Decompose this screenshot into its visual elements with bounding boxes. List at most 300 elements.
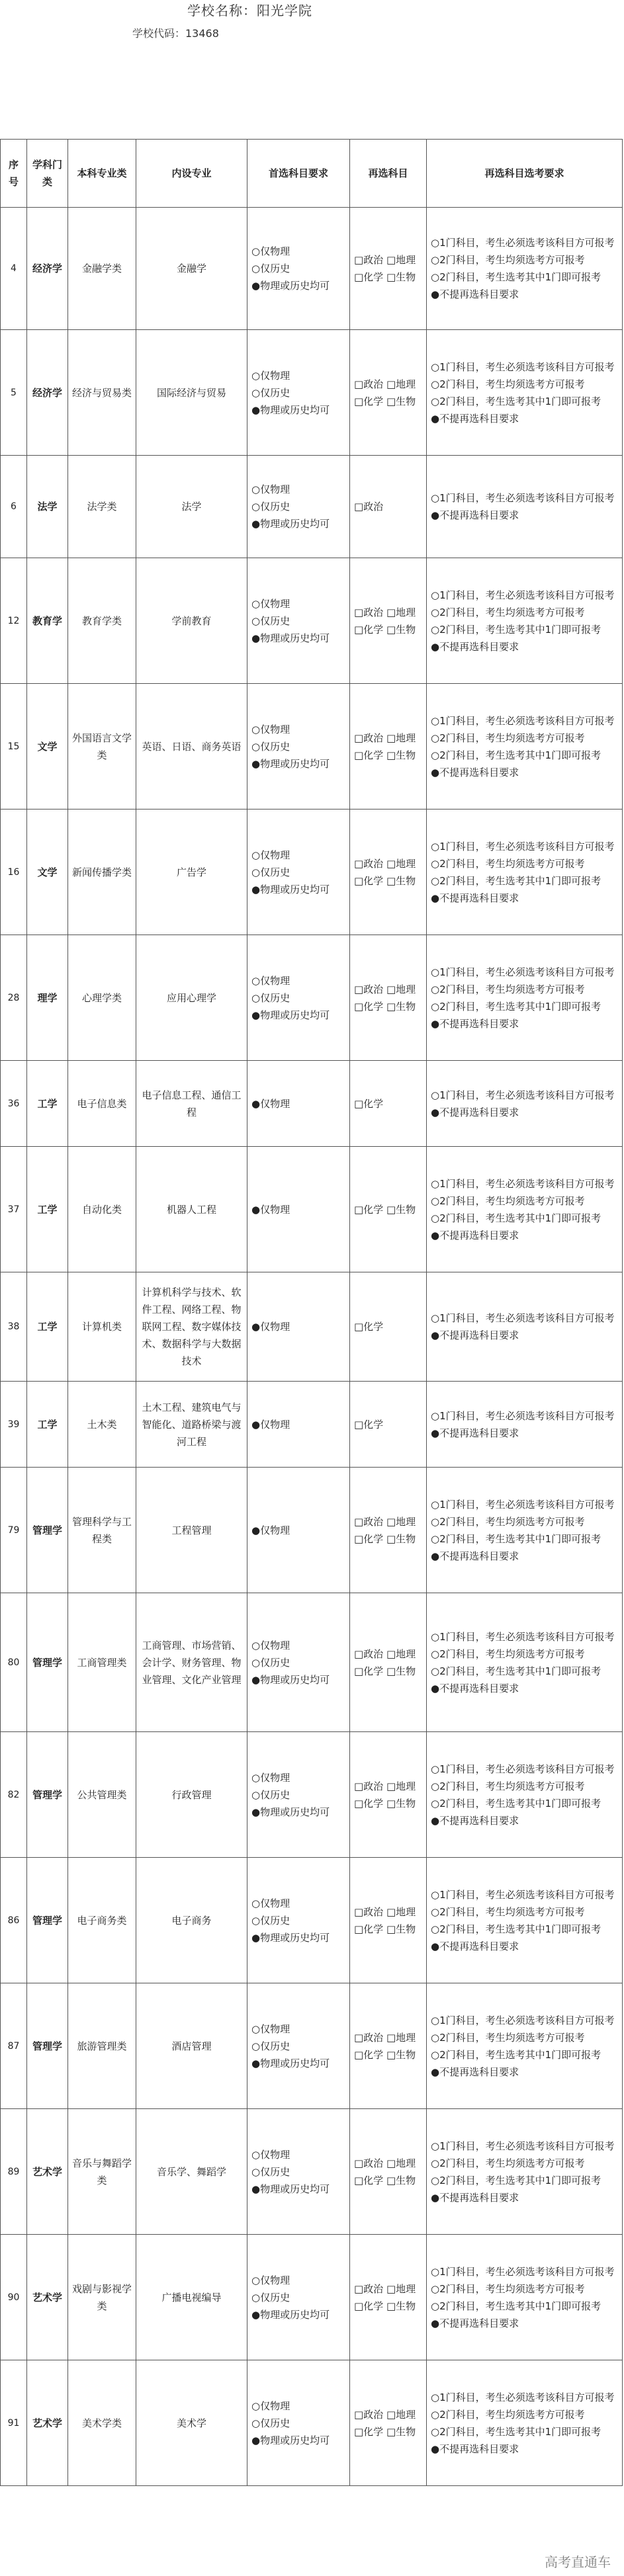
header-re-requirement: 再选科目选考要求	[427, 140, 623, 208]
table-row	[1, 456, 623, 558]
cell-re-subject-line: □化学 □生物	[354, 2300, 416, 2312]
cell-re-requirement-line: ○2门科目，考生均须选考方可报考	[431, 1515, 585, 1528]
table-row	[1, 1382, 623, 1468]
cell-seq: 37	[1, 1147, 27, 1272]
cell-re-requirement	[427, 1732, 623, 1858]
cell-category: 工学	[27, 1382, 68, 1468]
table-row	[1, 1983, 623, 2109]
cell-re-subject	[350, 1272, 427, 1382]
cell-re-subject-line: □化学	[354, 1321, 384, 1333]
cell-re-subject-line: □化学 □生物	[354, 2174, 416, 2186]
cell-seq: 82	[1, 1732, 27, 1858]
cell-re-requirement-line: ●不提再选科目要求	[431, 288, 519, 300]
cell-category: 艺术学	[27, 2235, 68, 2360]
header-seq: 序号	[1, 140, 27, 208]
cell-re-requirement-line: ○2门科目，考生选考其中1门即可报考	[431, 2048, 602, 2061]
header-internal-major: 内设专业	[136, 140, 247, 208]
cell-first-subject-line: ○仅历史	[251, 2417, 290, 2429]
table-row	[1, 810, 623, 935]
cell-re-requirement-line: ○1门科目，考生必须选考该科目方可报考	[431, 840, 615, 852]
cell-major-class: 经济与贸易类	[68, 330, 136, 456]
cell-category: 工学	[27, 1061, 68, 1147]
cell-re-subject	[350, 684, 427, 810]
cell-re-subject	[350, 1468, 427, 1593]
cell-seq: 5	[1, 330, 27, 456]
cell-re-requirement	[427, 1147, 623, 1272]
cell-first-subject-line: ○仅物理	[251, 2148, 290, 2161]
cell-re-subject	[350, 1593, 427, 1732]
cell-first-subject	[247, 684, 350, 810]
cell-seq: 36	[1, 1061, 27, 1147]
cell-major-class: 公共管理类	[68, 1732, 136, 1858]
header-category: 学科门类	[27, 140, 68, 208]
cell-first-subject-line: ●物理或历史均可	[251, 2434, 330, 2446]
cell-re-requirement-line: ○1门科目，考生必须选考该科目方可报考	[431, 1630, 615, 1643]
watermark: 高考直通车	[545, 2554, 611, 2570]
cell-re-requirement-line: ○1门科目，考生必须选考该科目方可报考	[431, 1409, 615, 1422]
cell-first-subject-line: ○仅历史	[251, 263, 290, 274]
cell-first-subject-line: ●物理或历史均可	[251, 1009, 330, 1021]
cell-re-subject-line: □政治 □地理	[354, 1780, 416, 1792]
cell-first-subject-line: ○仅历史	[251, 866, 290, 878]
cell-re-requirement-line: ●不提再选科目要求	[431, 1329, 519, 1341]
cell-first-subject-line: ○仅物理	[251, 1897, 290, 1909]
cell-re-requirement	[427, 1858, 623, 1983]
cell-major-class: 美术学类	[68, 2360, 136, 2486]
cell-internal-major: 电子商务	[136, 1858, 247, 1983]
cell-category: 艺术学	[27, 2360, 68, 2486]
cell-re-requirement-line: ○2门科目，考生选考其中1门即可报考	[431, 1665, 602, 1677]
cell-re-requirement	[427, 1382, 623, 1468]
cell-internal-major: 计算机科学与技术、软件工程、网络工程、物联网工程、数字媒体技术、数据科学与大数据技术	[136, 1272, 247, 1382]
cell-re-requirement	[427, 684, 623, 810]
cell-re-subject-line: □政治 □地理	[354, 606, 416, 618]
cell-re-subject-line: □政治 □地理	[354, 378, 416, 390]
cell-re-requirement-line: ○2门科目，考生均须选考方可报考	[431, 1647, 585, 1660]
cell-major-class: 旅游管理类	[68, 1983, 136, 2109]
cell-first-subject	[247, 208, 350, 330]
cell-re-requirement-line: ●不提再选科目要求	[431, 1940, 519, 1952]
cell-re-requirement	[427, 810, 623, 935]
cell-re-subject	[350, 1382, 427, 1468]
cell-re-subject	[350, 1147, 427, 1272]
cell-re-requirement-line: ○1门科目，考生必须选考该科目方可报考	[431, 1763, 615, 1775]
cell-first-subject-line: ○仅历史	[251, 740, 290, 753]
cell-first-subject-line: ○仅历史	[251, 1656, 290, 1669]
cell-re-subject	[350, 330, 427, 456]
cell-re-requirement-line: ○2门科目，考生选考其中1门即可报考	[431, 271, 602, 283]
cell-major-class: 工商管理类	[68, 1593, 136, 1732]
cell-seq: 4	[1, 208, 27, 330]
cell-re-subject-line: □政治 □地理	[354, 2408, 416, 2421]
cell-re-requirement-line: ○2门科目，考生均须选考方可报考	[431, 983, 585, 995]
cell-first-subject-line: ●仅物理	[251, 1097, 290, 1110]
cell-re-requirement-line: ○1门科目，考生必须选考该科目方可报考	[431, 1177, 615, 1190]
cell-re-subject-line: □化学 □生物	[354, 271, 416, 283]
cell-re-requirement	[427, 2109, 623, 2235]
cell-internal-major: 广告学	[136, 810, 247, 935]
cell-re-subject-line: □化学	[354, 1097, 384, 1110]
cell-re-requirement	[427, 935, 623, 1061]
cell-category: 管理学	[27, 1732, 68, 1858]
cell-re-requirement-line: ●不提再选科目要求	[431, 1814, 519, 1827]
cell-re-subject	[350, 456, 427, 558]
cell-category: 经济学	[27, 330, 68, 456]
header-major-class: 本科专业类	[68, 140, 136, 208]
cell-first-subject	[247, 1732, 350, 1858]
cell-re-requirement-line: ○2门科目，考生选考其中1门即可报考	[431, 395, 602, 407]
cell-re-subject-line: □政治 □地理	[354, 254, 416, 266]
cell-category: 法学	[27, 456, 68, 558]
cell-re-requirement-line: ○2门科目，考生均须选考方可报考	[431, 2282, 585, 2295]
cell-first-subject	[247, 1272, 350, 1382]
cell-re-subject-line: □化学 □生物	[354, 1203, 416, 1216]
cell-re-subject	[350, 1732, 427, 1858]
cell-re-requirement-line: ●不提再选科目要求	[431, 1682, 519, 1694]
cell-first-subject-line: ○仅历史	[251, 614, 290, 627]
cell-category: 工学	[27, 1147, 68, 1272]
cell-re-requirement-line: ○1门科目，考生必须选考该科目方可报考	[431, 360, 615, 373]
cell-re-requirement-line: ●不提再选科目要求	[431, 1106, 519, 1118]
table-row	[1, 330, 623, 456]
cell-internal-major: 音乐学、舞蹈学	[136, 2109, 247, 2235]
table-row	[1, 1732, 623, 1858]
cell-re-requirement-line: ○1门科目，考生必须选考该科目方可报考	[431, 1498, 615, 1511]
cell-internal-major: 英语、日语、商务英语	[136, 684, 247, 810]
cell-first-subject-line: ●物理或历史均可	[251, 403, 330, 416]
cell-seq: 89	[1, 2109, 27, 2235]
subject-requirements-table	[0, 139, 623, 2486]
cell-first-subject	[247, 558, 350, 684]
cell-internal-major: 法学	[136, 456, 247, 558]
cell-internal-major: 工程管理	[136, 1468, 247, 1593]
cell-re-subject-line: □政治 □地理	[354, 1905, 416, 1918]
cell-category: 理学	[27, 935, 68, 1061]
cell-re-subject-line: □政治 □地理	[354, 1515, 416, 1528]
cell-re-requirement-line: ○2门科目，考生选考其中1门即可报考	[431, 1532, 602, 1545]
cell-seq: 87	[1, 1983, 27, 2109]
cell-re-requirement-line: ○2门科目，考生均须选考方可报考	[431, 1194, 585, 1207]
cell-re-subject	[350, 1061, 427, 1147]
cell-re-requirement	[427, 208, 623, 330]
cell-internal-major: 国际经济与贸易	[136, 330, 247, 456]
cell-category: 管理学	[27, 1593, 68, 1732]
cell-category: 管理学	[27, 1983, 68, 2109]
cell-re-requirement-line: ●不提再选科目要求	[431, 1427, 519, 1439]
cell-first-subject-line: ○仅物理	[251, 723, 290, 735]
cell-internal-major: 广播电视编导	[136, 2235, 247, 2360]
cell-first-subject	[247, 456, 350, 558]
cell-re-requirement-line: ●不提再选科目要求	[431, 1229, 519, 1241]
cell-re-subject-line: □政治 □地理	[354, 983, 416, 995]
cell-major-class: 管理科学与工程类	[68, 1468, 136, 1593]
cell-first-subject	[247, 1468, 350, 1593]
cell-re-requirement-line: ○2门科目，考生选考其中1门即可报考	[431, 1000, 602, 1013]
cell-first-subject-line: ○仅物理	[251, 2022, 290, 2035]
cell-re-requirement-line: ○1门科目，考生必须选考该科目方可报考	[431, 2391, 615, 2403]
cell-first-subject-line: ○仅历史	[251, 386, 290, 399]
cell-first-subject-line: ●物理或历史均可	[251, 2308, 330, 2321]
cell-re-requirement	[427, 456, 623, 558]
cell-first-subject-line: ○仅历史	[251, 1914, 290, 1927]
cell-internal-major: 酒店管理	[136, 1983, 247, 2109]
cell-first-subject	[247, 2109, 350, 2235]
cell-re-requirement-line: ○2门科目，考生均须选考方可报考	[431, 2157, 585, 2169]
cell-re-subject	[350, 810, 427, 935]
cell-major-class: 外国语言文学类	[68, 684, 136, 810]
cell-re-requirement-line: ○1门科目，考生必须选考该科目方可报考	[431, 2014, 615, 2026]
cell-first-subject	[247, 2360, 350, 2486]
table-row	[1, 2109, 623, 2235]
cell-re-subject	[350, 558, 427, 684]
cell-re-requirement	[427, 1983, 623, 2109]
cell-re-subject	[350, 2360, 427, 2486]
cell-first-subject-line: ○仅物理	[251, 1639, 290, 1651]
cell-first-subject-line: ○仅历史	[251, 501, 290, 513]
table-row	[1, 2360, 623, 2486]
cell-re-requirement-line: ●不提再选科目要求	[431, 2065, 519, 2078]
cell-re-requirement-line: ○2门科目，考生均须选考方可报考	[431, 2408, 585, 2421]
table-row	[1, 684, 623, 810]
cell-re-subject-line: □政治	[354, 501, 384, 513]
cell-first-subject	[247, 1983, 350, 2109]
cell-re-requirement-line: ○2门科目，考生均须选考方可报考	[431, 2031, 585, 2044]
cell-category: 文学	[27, 684, 68, 810]
cell-first-subject	[247, 330, 350, 456]
cell-re-requirement-line: ○2门科目，考生选考其中1门即可报考	[431, 623, 602, 636]
cell-re-requirement	[427, 558, 623, 684]
cell-internal-major: 行政管理	[136, 1732, 247, 1858]
cell-category: 文学	[27, 810, 68, 935]
cell-first-subject-line: ○仅物理	[251, 2274, 290, 2286]
cell-re-requirement	[427, 1272, 623, 1382]
cell-re-subject-line: □化学 □生物	[354, 1923, 416, 1935]
cell-re-requirement-line: ○2门科目，考生均须选考方可报考	[431, 378, 585, 390]
cell-re-subject-line: □化学	[354, 1418, 384, 1431]
cell-re-subject-line: □化学 □生物	[354, 395, 416, 407]
cell-first-subject	[247, 810, 350, 935]
cell-re-subject	[350, 208, 427, 330]
cell-re-requirement-line: ○2门科目，考生选考其中1门即可报考	[431, 1212, 602, 1224]
cell-first-subject-line: ○仅历史	[251, 991, 290, 1004]
cell-major-class: 教育学类	[68, 558, 136, 684]
cell-internal-major: 金融学	[136, 208, 247, 330]
cell-first-subject-line: ○仅历史	[251, 2165, 290, 2178]
cell-internal-major: 工商管理、市场营销、会计学、财务管理、物业管理、文化产业管理	[136, 1593, 247, 1732]
cell-re-requirement-line: ○1门科目，考生必须选考该科目方可报考	[431, 237, 615, 249]
cell-major-class: 电子信息类	[68, 1061, 136, 1147]
cell-re-subject	[350, 2109, 427, 2235]
cell-re-subject	[350, 1858, 427, 1983]
cell-re-requirement-line: ○1门科目，考生必须选考该科目方可报考	[431, 2265, 615, 2278]
cell-major-class: 电子商务类	[68, 1858, 136, 1983]
cell-re-requirement-line: ●不提再选科目要求	[431, 509, 519, 521]
cell-re-requirement-line: ○2门科目，考生选考其中1门即可报考	[431, 2174, 602, 2186]
cell-seq: 39	[1, 1382, 27, 1468]
cell-re-subject	[350, 2235, 427, 2360]
cell-category: 艺术学	[27, 2109, 68, 2235]
cell-re-requirement-line: ○1门科目，考生必须选考该科目方可报考	[431, 1312, 615, 1324]
cell-re-requirement-line: ●不提再选科目要求	[431, 1017, 519, 1030]
cell-re-requirement-line: ○2门科目，考生选考其中1门即可报考	[431, 2425, 602, 2438]
cell-re-subject-line: □政治 □地理	[354, 2031, 416, 2044]
cell-first-subject-line: ○仅物理	[251, 974, 290, 987]
table-row	[1, 208, 623, 330]
cell-seq: 38	[1, 1272, 27, 1382]
header-first-subject: 首选科目要求	[247, 140, 350, 208]
cell-seq: 6	[1, 456, 27, 558]
cell-re-requirement-line: ●不提再选科目要求	[431, 2442, 519, 2455]
cell-re-requirement-line: ○2门科目，考生选考其中1门即可报考	[431, 874, 602, 887]
cell-category: 管理学	[27, 1858, 68, 1983]
cell-re-subject-line: □化学 □生物	[354, 1665, 416, 1677]
header-re-subject: 再选科目	[350, 140, 427, 208]
cell-re-requirement	[427, 330, 623, 456]
school-code: 学校代码：13468	[132, 27, 219, 40]
cell-re-requirement	[427, 1061, 623, 1147]
cell-first-subject-line: ●仅物理	[251, 1524, 290, 1536]
cell-re-requirement-line: ○1门科目，考生必须选考该科目方可报考	[431, 714, 615, 727]
table-row	[1, 1272, 623, 1382]
cell-major-class: 新闻传播学类	[68, 810, 136, 935]
cell-re-requirement-line: ●不提再选科目要求	[431, 892, 519, 904]
cell-re-requirement-line: ○2门科目，考生均须选考方可报考	[431, 1780, 585, 1792]
cell-first-subject-line: ○仅历史	[251, 2040, 290, 2052]
cell-re-subject	[350, 1983, 427, 2109]
table-row	[1, 1593, 623, 1732]
cell-first-subject-line: ●物理或历史均可	[251, 518, 330, 530]
cell-re-requirement	[427, 1468, 623, 1593]
cell-re-subject	[350, 935, 427, 1061]
cell-first-subject-line: ○仅物理	[251, 245, 290, 257]
cell-first-subject-line: ○仅物理	[251, 369, 290, 382]
cell-first-subject-line: ○仅历史	[251, 2291, 290, 2304]
cell-first-subject-line: ●物理或历史均可	[251, 2182, 330, 2195]
cell-seq: 28	[1, 935, 27, 1061]
cell-internal-major: 美术学	[136, 2360, 247, 2486]
cell-re-requirement-line: ○2门科目，考生选考其中1门即可报考	[431, 2300, 602, 2312]
cell-category: 工学	[27, 1272, 68, 1382]
cell-re-subject-line: □政治 □地理	[354, 2157, 416, 2169]
cell-first-subject	[247, 1593, 350, 1732]
cell-first-subject-line: ●物理或历史均可	[251, 632, 330, 644]
cell-re-requirement-line: ○2门科目，考生选考其中1门即可报考	[431, 749, 602, 761]
cell-first-subject-line: ●物理或历史均可	[251, 1806, 330, 1818]
cell-major-class: 金融学类	[68, 208, 136, 330]
cell-first-subject	[247, 1858, 350, 1983]
cell-re-subject-line: □化学 □生物	[354, 2048, 416, 2061]
cell-first-subject-line: ●物理或历史均可	[251, 280, 330, 292]
cell-seq: 16	[1, 810, 27, 935]
cell-re-requirement-line: ●不提再选科目要求	[431, 2191, 519, 2204]
cell-re-requirement-line: ○1门科目，考生必须选考该科目方可报考	[431, 1888, 615, 1901]
cell-first-subject	[247, 2235, 350, 2360]
cell-re-requirement	[427, 2360, 623, 2486]
cell-re-subject-line: □化学 □生物	[354, 1532, 416, 1545]
cell-first-subject-line: ●物理或历史均可	[251, 883, 330, 895]
cell-major-class: 法学类	[68, 456, 136, 558]
cell-first-subject	[247, 1147, 350, 1272]
cell-first-subject-line: ●仅物理	[251, 1203, 290, 1216]
cell-major-class: 自动化类	[68, 1147, 136, 1272]
cell-first-subject-line: ○仅物理	[251, 849, 290, 861]
cell-major-class: 音乐与舞蹈学类	[68, 2109, 136, 2235]
cell-re-subject-line: □化学 □生物	[354, 749, 416, 761]
cell-re-requirement-line: ●不提再选科目要求	[431, 1550, 519, 1562]
cell-first-subject-line: ●物理或历史均可	[251, 1931, 330, 1944]
table-header-row	[1, 140, 623, 208]
cell-re-requirement-line: ○1门科目，考生必须选考该科目方可报考	[431, 966, 615, 978]
cell-re-requirement-line: ○1门科目，考生必须选考该科目方可报考	[431, 589, 615, 601]
cell-seq: 80	[1, 1593, 27, 1732]
cell-major-class: 土木类	[68, 1382, 136, 1468]
cell-re-requirement-line: ●不提再选科目要求	[431, 640, 519, 653]
cell-re-subject-line: □政治 □地理	[354, 1647, 416, 1660]
cell-seq: 12	[1, 558, 27, 684]
cell-re-requirement-line: ○2门科目，考生选考其中1门即可报考	[431, 1797, 602, 1809]
table-row	[1, 2235, 623, 2360]
cell-re-requirement	[427, 1593, 623, 1732]
cell-re-requirement-line: ○2门科目，考生均须选考方可报考	[431, 731, 585, 744]
cell-major-class: 戏剧与影视学类	[68, 2235, 136, 2360]
cell-re-subject-line: □化学 □生物	[354, 2425, 416, 2438]
school-name: 学校名称：阳光学院	[187, 3, 312, 19]
cell-re-requirement-line: ○1门科目，考生必须选考该科目方可报考	[431, 1089, 615, 1101]
cell-internal-major: 学前教育	[136, 558, 247, 684]
cell-re-subject-line: □化学 □生物	[354, 1000, 416, 1013]
table-row	[1, 1147, 623, 1272]
cell-re-subject-line: □化学 □生物	[354, 1797, 416, 1809]
cell-re-subject-line: □政治 □地理	[354, 2282, 416, 2295]
cell-internal-major: 土木工程、建筑电气与智能化、道路桥梁与渡河工程	[136, 1382, 247, 1468]
cell-re-requirement-line: ○1门科目，考生必须选考该科目方可报考	[431, 2140, 615, 2152]
cell-re-subject-line: □化学 □生物	[354, 623, 416, 636]
cell-first-subject	[247, 935, 350, 1061]
cell-first-subject	[247, 1382, 350, 1468]
cell-seq: 86	[1, 1858, 27, 1983]
cell-re-subject-line: □政治 □地理	[354, 731, 416, 744]
cell-re-requirement-line: ●不提再选科目要求	[431, 766, 519, 778]
cell-re-requirement-line: ○2门科目，考生均须选考方可报考	[431, 1905, 585, 1918]
cell-first-subject-line: ●物理或历史均可	[251, 1673, 330, 1686]
cell-re-subject-line: □政治 □地理	[354, 857, 416, 870]
cell-re-requirement-line: ●不提再选科目要求	[431, 2317, 519, 2329]
cell-category: 教育学	[27, 558, 68, 684]
cell-first-subject-line: ●物理或历史均可	[251, 757, 330, 770]
cell-category: 管理学	[27, 1468, 68, 1593]
cell-major-class: 计算机类	[68, 1272, 136, 1382]
cell-first-subject-line: ●仅物理	[251, 1418, 290, 1431]
table-row	[1, 1468, 623, 1593]
table-row	[1, 935, 623, 1061]
cell-internal-major: 电子信息工程、通信工程	[136, 1061, 247, 1147]
cell-internal-major: 机器人工程	[136, 1147, 247, 1272]
cell-first-subject-line: ●仅物理	[251, 1321, 290, 1333]
cell-re-requirement-line: ○1门科目，考生必须选考该科目方可报考	[431, 492, 615, 504]
cell-re-requirement-line: ○2门科目，考生均须选考方可报考	[431, 606, 585, 618]
cell-first-subject	[247, 1061, 350, 1147]
cell-first-subject-line: ●物理或历史均可	[251, 2057, 330, 2069]
cell-first-subject-line: ○仅物理	[251, 1771, 290, 1784]
cell-seq: 79	[1, 1468, 27, 1593]
cell-re-subject-line: □化学 □生物	[354, 874, 416, 887]
cell-first-subject-line: ○仅物理	[251, 483, 290, 495]
cell-re-requirement-line: ●不提再选科目要求	[431, 412, 519, 425]
cell-re-requirement-line: ○2门科目，考生选考其中1门即可报考	[431, 1923, 602, 1935]
cell-first-subject-line: ○仅物理	[251, 2399, 290, 2412]
cell-seq: 90	[1, 2235, 27, 2360]
cell-re-requirement-line: ○2门科目，考生均须选考方可报考	[431, 857, 585, 870]
